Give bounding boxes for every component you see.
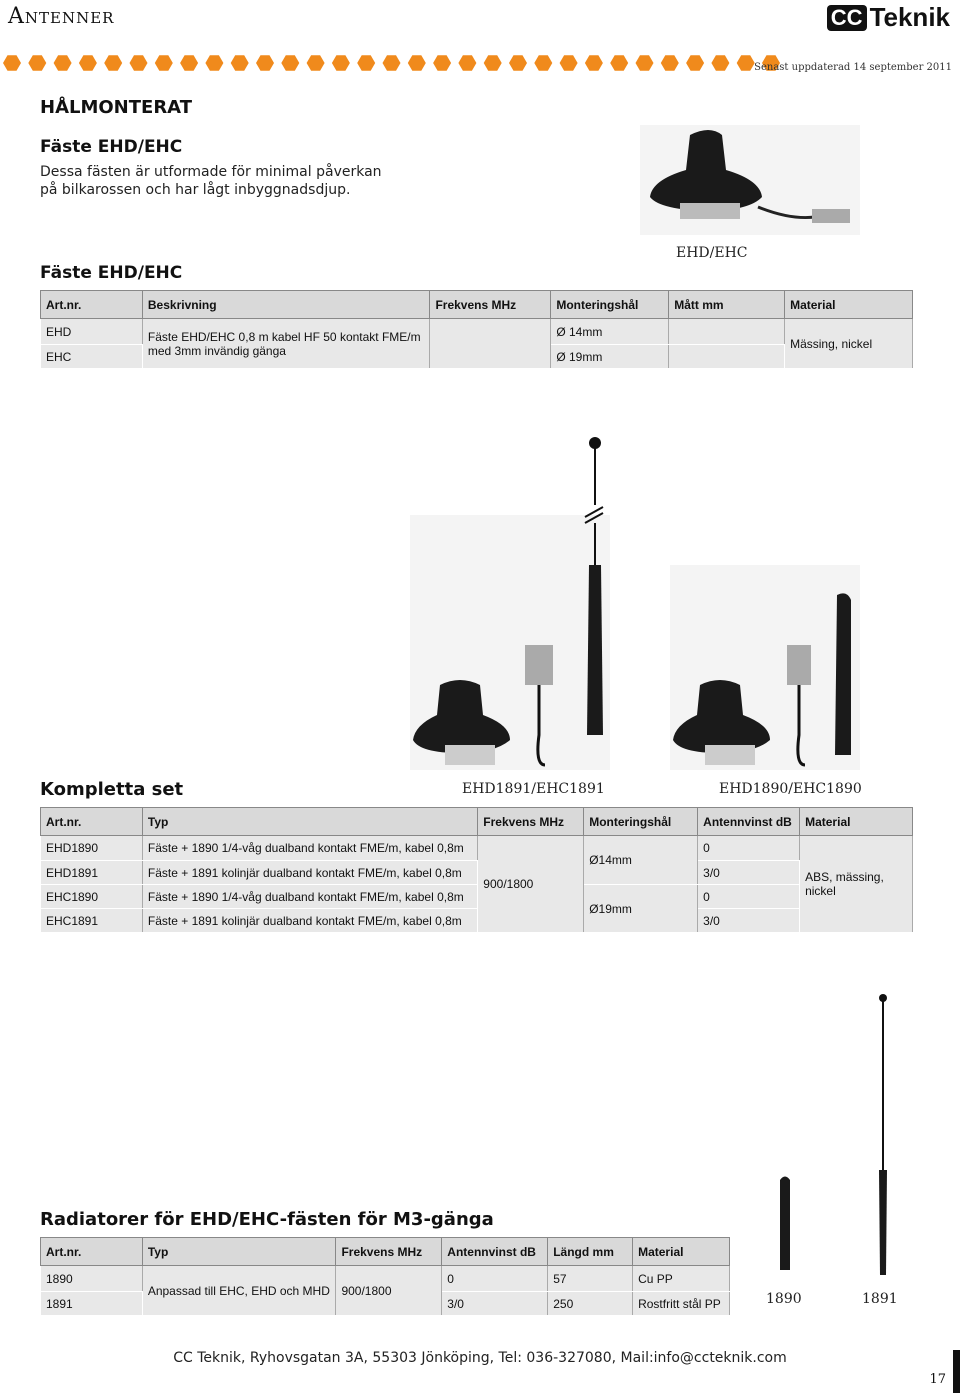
- col-header: Antennvinst dB: [442, 1238, 548, 1266]
- description: [40, 163, 382, 199]
- hexagon-decoration: [408, 55, 426, 71]
- type-cell: Fäste + 1890 1/4-våg dualband kontakt FME/m, kabel 0,8m: [142, 836, 477, 861]
- page-number: 17: [929, 1372, 946, 1387]
- hexagon-decoration: [54, 55, 72, 71]
- hole-cell: Ø19mm: [584, 885, 698, 933]
- length-cell: 250: [548, 1292, 633, 1316]
- table-row: [41, 836, 913, 861]
- type-cell: Fäste + 1891 kolinjär dualband kontakt FME/m, kabel 0,8m: [142, 861, 477, 885]
- length-cell: 57: [548, 1266, 633, 1292]
- col-header: Typ: [142, 1238, 336, 1266]
- hexagon-decoration: [534, 55, 552, 71]
- hexagon-decoration: [3, 55, 21, 71]
- hexagon-decoration: [636, 55, 654, 71]
- col-header: Frekvens MHz: [478, 808, 584, 836]
- page-title: Antenner: [8, 4, 115, 29]
- complete-set-table: [40, 807, 913, 933]
- type-cell: Fäste + 1890 1/4-våg dualband kontakt FME/m, kabel 0,8m: [142, 885, 477, 909]
- hexagon-decoration: [661, 55, 679, 71]
- image-caption: 1890: [766, 1291, 802, 1307]
- image-caption: 1891: [862, 1291, 898, 1307]
- art-cell: EHC: [41, 345, 143, 369]
- col-header: Monteringshål: [551, 291, 669, 319]
- art-cell: 1890: [41, 1266, 143, 1292]
- size-cell: [669, 345, 785, 369]
- material-cell: Cu PP: [633, 1266, 730, 1292]
- gain-cell: 0: [442, 1266, 548, 1292]
- art-cell: 1891: [41, 1292, 143, 1316]
- hexagon-decoration: [737, 55, 755, 71]
- radiator-table: [40, 1237, 730, 1316]
- col-header: Antennvinst dB: [698, 808, 800, 836]
- table-row: [41, 909, 913, 933]
- material-cell: Rostfritt stål PP: [633, 1292, 730, 1316]
- hexagon-decoration: [307, 55, 325, 71]
- hexagon-decoration: [231, 55, 249, 71]
- hexagon-decoration: [711, 55, 729, 71]
- logo-wordmark: Teknik: [869, 2, 950, 32]
- freq-cell: [430, 319, 551, 369]
- logo-mark: CC: [827, 5, 867, 31]
- hexagon-decoration: [281, 55, 299, 71]
- hexagon-decoration: [610, 55, 628, 71]
- hexagon-decoration: [383, 55, 401, 71]
- image-caption: EHD/EHC: [676, 245, 748, 261]
- hole-cell: Ø14mm: [584, 836, 698, 885]
- col-header: Material: [800, 808, 913, 836]
- section-heading-halmonterat: HÅLMONTERAT: [40, 97, 192, 118]
- hexagon-decoration: [332, 55, 350, 71]
- hexagon-decoration: [357, 55, 375, 71]
- type-cell: Fäste + 1891 kolinjär dualband kontakt FME/m, kabel 0,8m: [142, 909, 477, 933]
- page-edge-mark: [953, 1350, 960, 1393]
- footer-address: CC Teknik, Ryhovsgatan 3A, 55303 Jönköping, Tel: 036-327080, Mail:info@ccteknik.com: [173, 1350, 787, 1366]
- table-row: [41, 319, 913, 345]
- col-header: Längd mm: [548, 1238, 633, 1266]
- material-cell: ABS, mässing, nickel: [800, 836, 913, 933]
- hexagon-decoration: [560, 55, 578, 71]
- mount-table: [40, 290, 913, 369]
- hexagon-decoration: [205, 55, 223, 71]
- gain-cell: 3/0: [442, 1292, 548, 1316]
- table-title: Fäste EHD/EHC: [40, 263, 183, 283]
- art-cell: EHD: [41, 319, 143, 345]
- description-cell: Fäste EHD/EHC 0,8 m kabel HF 50 kontakt FME/m med 3mm invändig gänga: [142, 319, 430, 369]
- art-cell: EHD1891: [41, 861, 143, 885]
- description-line: på bilkarossen och har lågt inbyggnadsdjup.: [40, 182, 351, 198]
- col-header: Typ: [142, 808, 477, 836]
- hexagon-decoration: [28, 55, 46, 71]
- subheading-faste: Fäste EHD/EHC: [40, 137, 183, 157]
- art-cell: EHD1890: [41, 836, 143, 861]
- hole-cell: Ø 19mm: [551, 345, 669, 369]
- table-row: [41, 885, 913, 909]
- hexagon-decoration: [509, 55, 527, 71]
- material-cell: Mässing, nickel: [785, 319, 913, 369]
- col-header: Beskrivning: [142, 291, 430, 319]
- gain-cell: 0: [698, 836, 800, 861]
- col-header: Mått mm: [669, 291, 785, 319]
- hexagon-decoration: [433, 55, 451, 71]
- col-header: Monteringshål: [584, 808, 698, 836]
- image-caption: EHD1891/EHC1891: [462, 781, 605, 797]
- hexagon-decoration: [686, 55, 704, 71]
- company-logo: [827, 2, 950, 33]
- section-heading-radiatorer: Radiatorer för EHD/EHC-fästen för M3-gänga: [40, 1209, 494, 1230]
- last-updated: Senast uppdaterad 14 september 2011: [754, 62, 952, 73]
- hexagon-decoration: [79, 55, 97, 71]
- hexagon-decoration: [585, 55, 603, 71]
- hexagon-decoration: [180, 55, 198, 71]
- hexagon-decoration: [458, 55, 476, 71]
- art-cell: EHC1891: [41, 909, 143, 933]
- type-cell: Anpassad till EHC, EHD och MHD: [142, 1266, 336, 1316]
- mount-image: [640, 125, 860, 235]
- col-header: Material: [785, 291, 913, 319]
- hexagon-decoration: [155, 55, 173, 71]
- art-cell: EHC1890: [41, 885, 143, 909]
- col-header: Frekvens MHz: [430, 291, 551, 319]
- table-row: [41, 861, 913, 885]
- col-header: Material: [633, 1238, 730, 1266]
- freq-cell: 900/1800: [478, 836, 584, 933]
- radiator-image: [760, 990, 910, 1290]
- gain-cell: 3/0: [698, 861, 800, 885]
- table-row: [41, 1266, 730, 1292]
- freq-cell: 900/1800: [336, 1266, 442, 1316]
- gain-cell: 0: [698, 885, 800, 909]
- hexagon-decoration: [484, 55, 502, 71]
- col-header: Art.nr.: [41, 808, 143, 836]
- col-header: Frekvens MHz: [336, 1238, 442, 1266]
- section-heading-kompletta: Kompletta set: [40, 779, 184, 800]
- hexagon-decoration: [130, 55, 148, 71]
- description-line: Dessa fästen är utformade för minimal påverkan: [40, 164, 382, 180]
- complete-set-image: [405, 435, 865, 775]
- size-cell: [669, 319, 785, 345]
- hole-cell: Ø 14mm: [551, 319, 669, 345]
- hexagon-decoration: [104, 55, 122, 71]
- col-header: Art.nr.: [41, 291, 143, 319]
- hexagon-decoration: [256, 55, 274, 71]
- gain-cell: 3/0: [698, 909, 800, 933]
- decorative-hexagon-row: [0, 52, 780, 74]
- image-caption: EHD1890/EHC1890: [719, 781, 862, 797]
- col-header: Art.nr.: [41, 1238, 143, 1266]
